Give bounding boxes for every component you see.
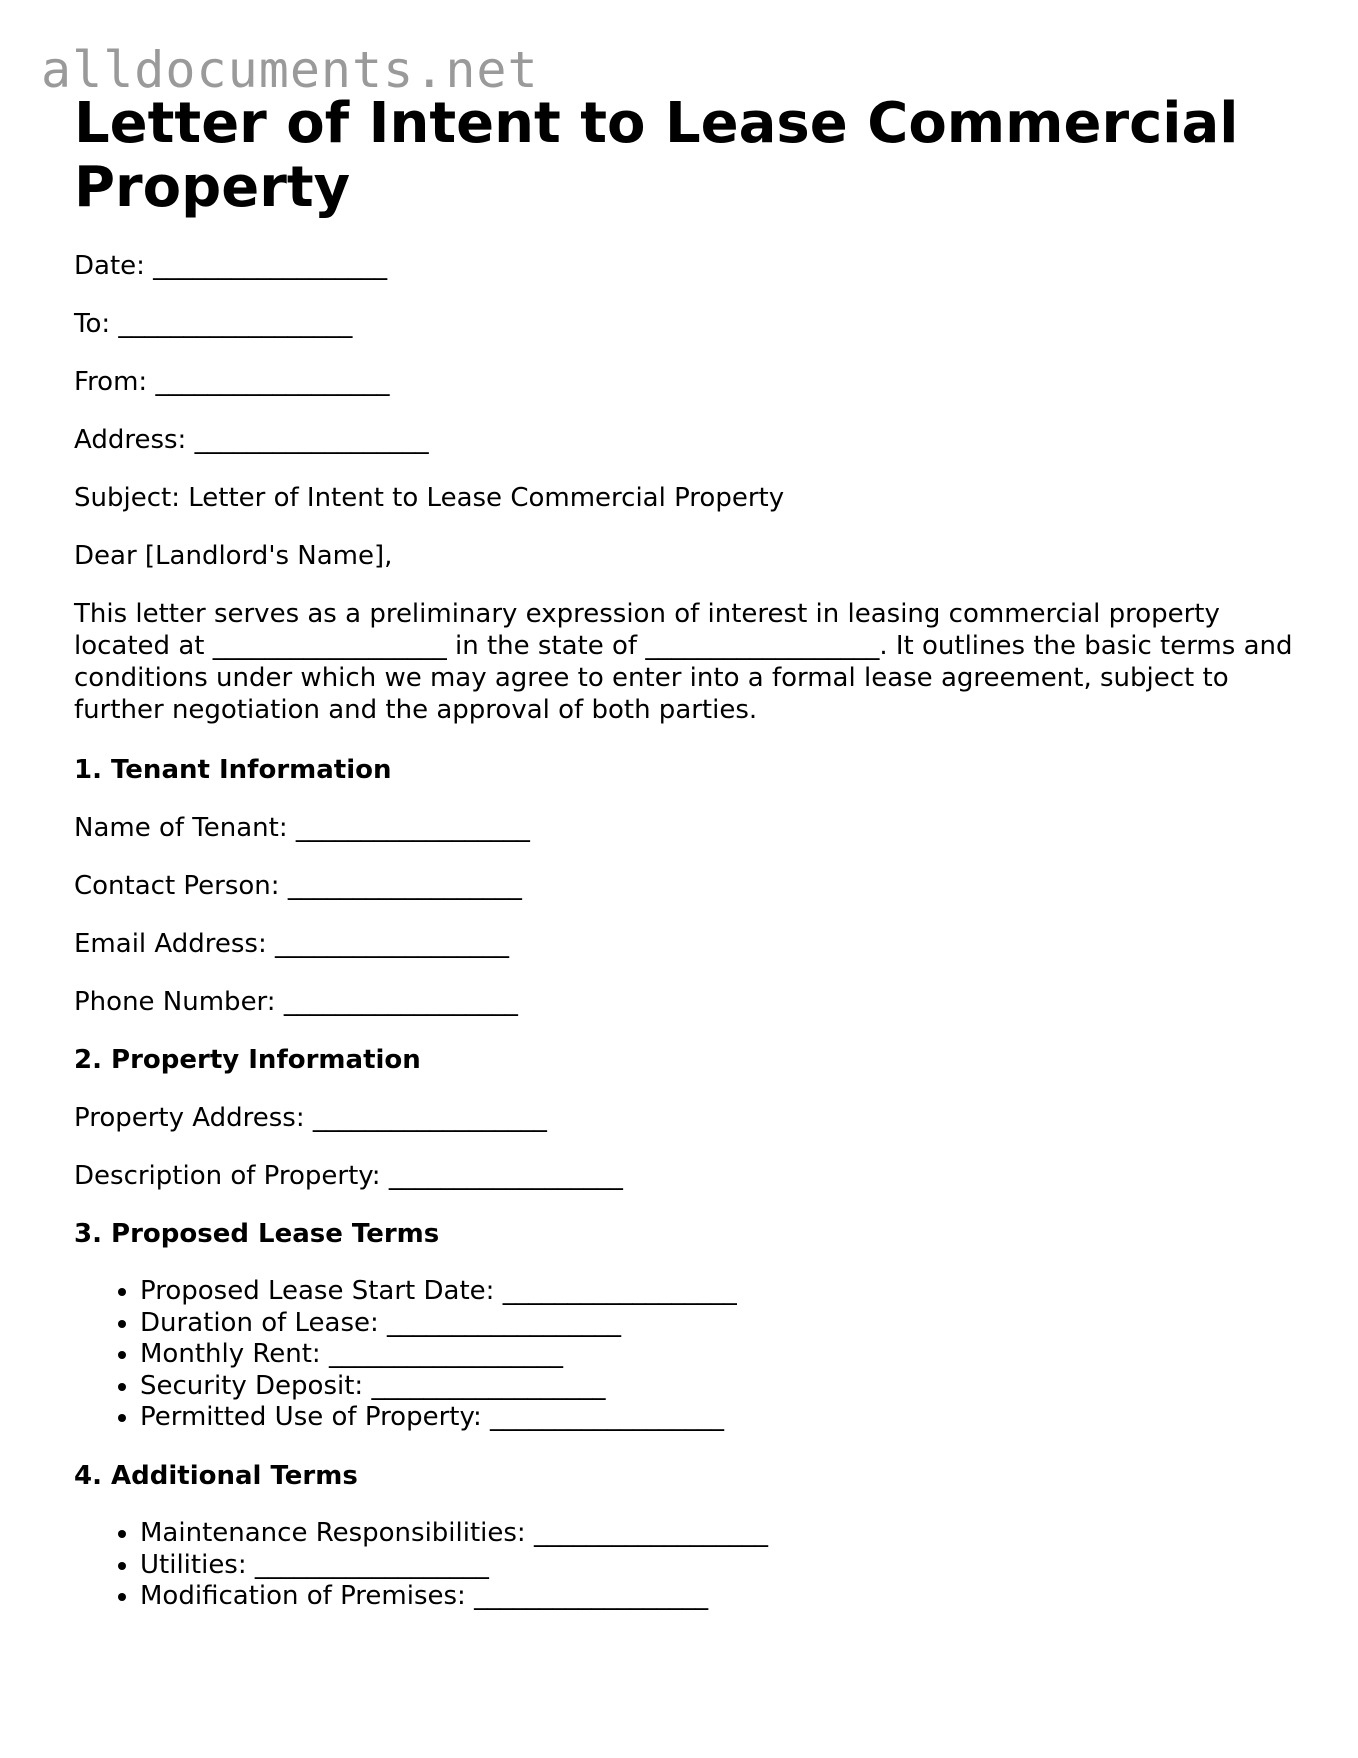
lease-duration-blank[interactable]: __________________ bbox=[387, 1307, 622, 1338]
watermark-logo: alldocuments.net bbox=[41, 41, 539, 99]
email-blank[interactable]: __________________ bbox=[274, 929, 509, 959]
document-title: Letter of Intent to Lease Commercial Property bbox=[74, 91, 1239, 220]
property-description-field: Description of Property: __________________ bbox=[74, 1161, 623, 1191]
maintenance-blank[interactable]: __________________ bbox=[533, 1517, 768, 1548]
section-heading-property: 2. Property Information bbox=[74, 1045, 421, 1075]
security-deposit-blank[interactable]: __________________ bbox=[371, 1370, 606, 1401]
contact-person-field: Contact Person: __________________ bbox=[74, 871, 522, 901]
phone-field: Phone Number: __________________ bbox=[74, 987, 518, 1017]
email-field: Email Address: __________________ bbox=[74, 929, 509, 959]
monthly-rent-blank[interactable]: __________________ bbox=[328, 1339, 563, 1370]
permitted-use-blank[interactable]: __________________ bbox=[490, 1402, 724, 1433]
list-item: • Monthly Rent: __________________ bbox=[140, 1339, 1294, 1371]
address-field: Address: __________________ bbox=[74, 425, 429, 455]
from-field: From: __________________ bbox=[74, 367, 390, 397]
list-item: • Proposed Lease Start Date: __________________ bbox=[140, 1276, 1294, 1308]
to-field: To: __________________ bbox=[74, 309, 353, 339]
contact-person-blank[interactable]: __________________ bbox=[287, 871, 522, 901]
location-blank[interactable]: __________________ bbox=[212, 631, 447, 661]
lease-terms-list bbox=[74, 1276, 1294, 1434]
lease-start-blank[interactable]: __________________ bbox=[502, 1276, 737, 1306]
address-blank[interactable]: __________________ bbox=[194, 425, 429, 455]
list-item: • Permitted Use of Property: __________________ bbox=[140, 1402, 1294, 1434]
state-blank[interactable]: __________________ bbox=[645, 631, 880, 661]
intro-paragraph: This letter serves as a preliminary expression of interest in leasing commercial property located at __________________ in the state of __________________. It outlines the basic terms and conditions under which we may agree to enter into a formal lease agreement, subject to further negotiation and the approval of both parties. bbox=[74, 599, 1293, 725]
salutation: Dear [Landlord's Name], bbox=[74, 541, 393, 571]
tenant-name-field: Name of Tenant: __________________ bbox=[74, 813, 530, 843]
list-item: • Maintenance Responsibilities: __________________ bbox=[140, 1518, 1294, 1550]
list-item: • Modification of Premises: __________________ bbox=[140, 1581, 1294, 1613]
list-item: • Utilities: __________________ bbox=[140, 1550, 1294, 1582]
subject-line: Subject: Letter of Intent to Lease Commercial Property bbox=[74, 483, 785, 513]
modification-blank[interactable]: __________________ bbox=[474, 1581, 709, 1612]
additional-terms-list bbox=[74, 1518, 1294, 1613]
property-address-field: Property Address: __________________ bbox=[74, 1103, 547, 1133]
property-description-blank[interactable]: __________________ bbox=[388, 1161, 623, 1191]
property-address-blank[interactable]: __________________ bbox=[312, 1103, 547, 1133]
section-heading-additional-terms: 4. Additional Terms bbox=[74, 1460, 358, 1491]
to-blank[interactable]: __________________ bbox=[118, 309, 353, 339]
section-heading-lease-terms: 3. Proposed Lease Terms bbox=[74, 1219, 440, 1249]
utilities-blank[interactable]: __________________ bbox=[254, 1549, 489, 1580]
list-item: • Security Deposit: __________________ bbox=[140, 1371, 1294, 1403]
section-heading-tenant: 1. Tenant Information bbox=[74, 755, 392, 785]
date-field: Date: __________________ bbox=[74, 251, 388, 281]
from-blank[interactable]: __________________ bbox=[155, 367, 390, 397]
list-item: • Duration of Lease: __________________ bbox=[140, 1308, 1294, 1340]
phone-blank[interactable]: __________________ bbox=[283, 987, 518, 1017]
tenant-name-blank[interactable]: __________________ bbox=[295, 813, 530, 843]
date-blank[interactable]: __________________ bbox=[153, 251, 388, 281]
document-page bbox=[74, 92, 1294, 1639]
